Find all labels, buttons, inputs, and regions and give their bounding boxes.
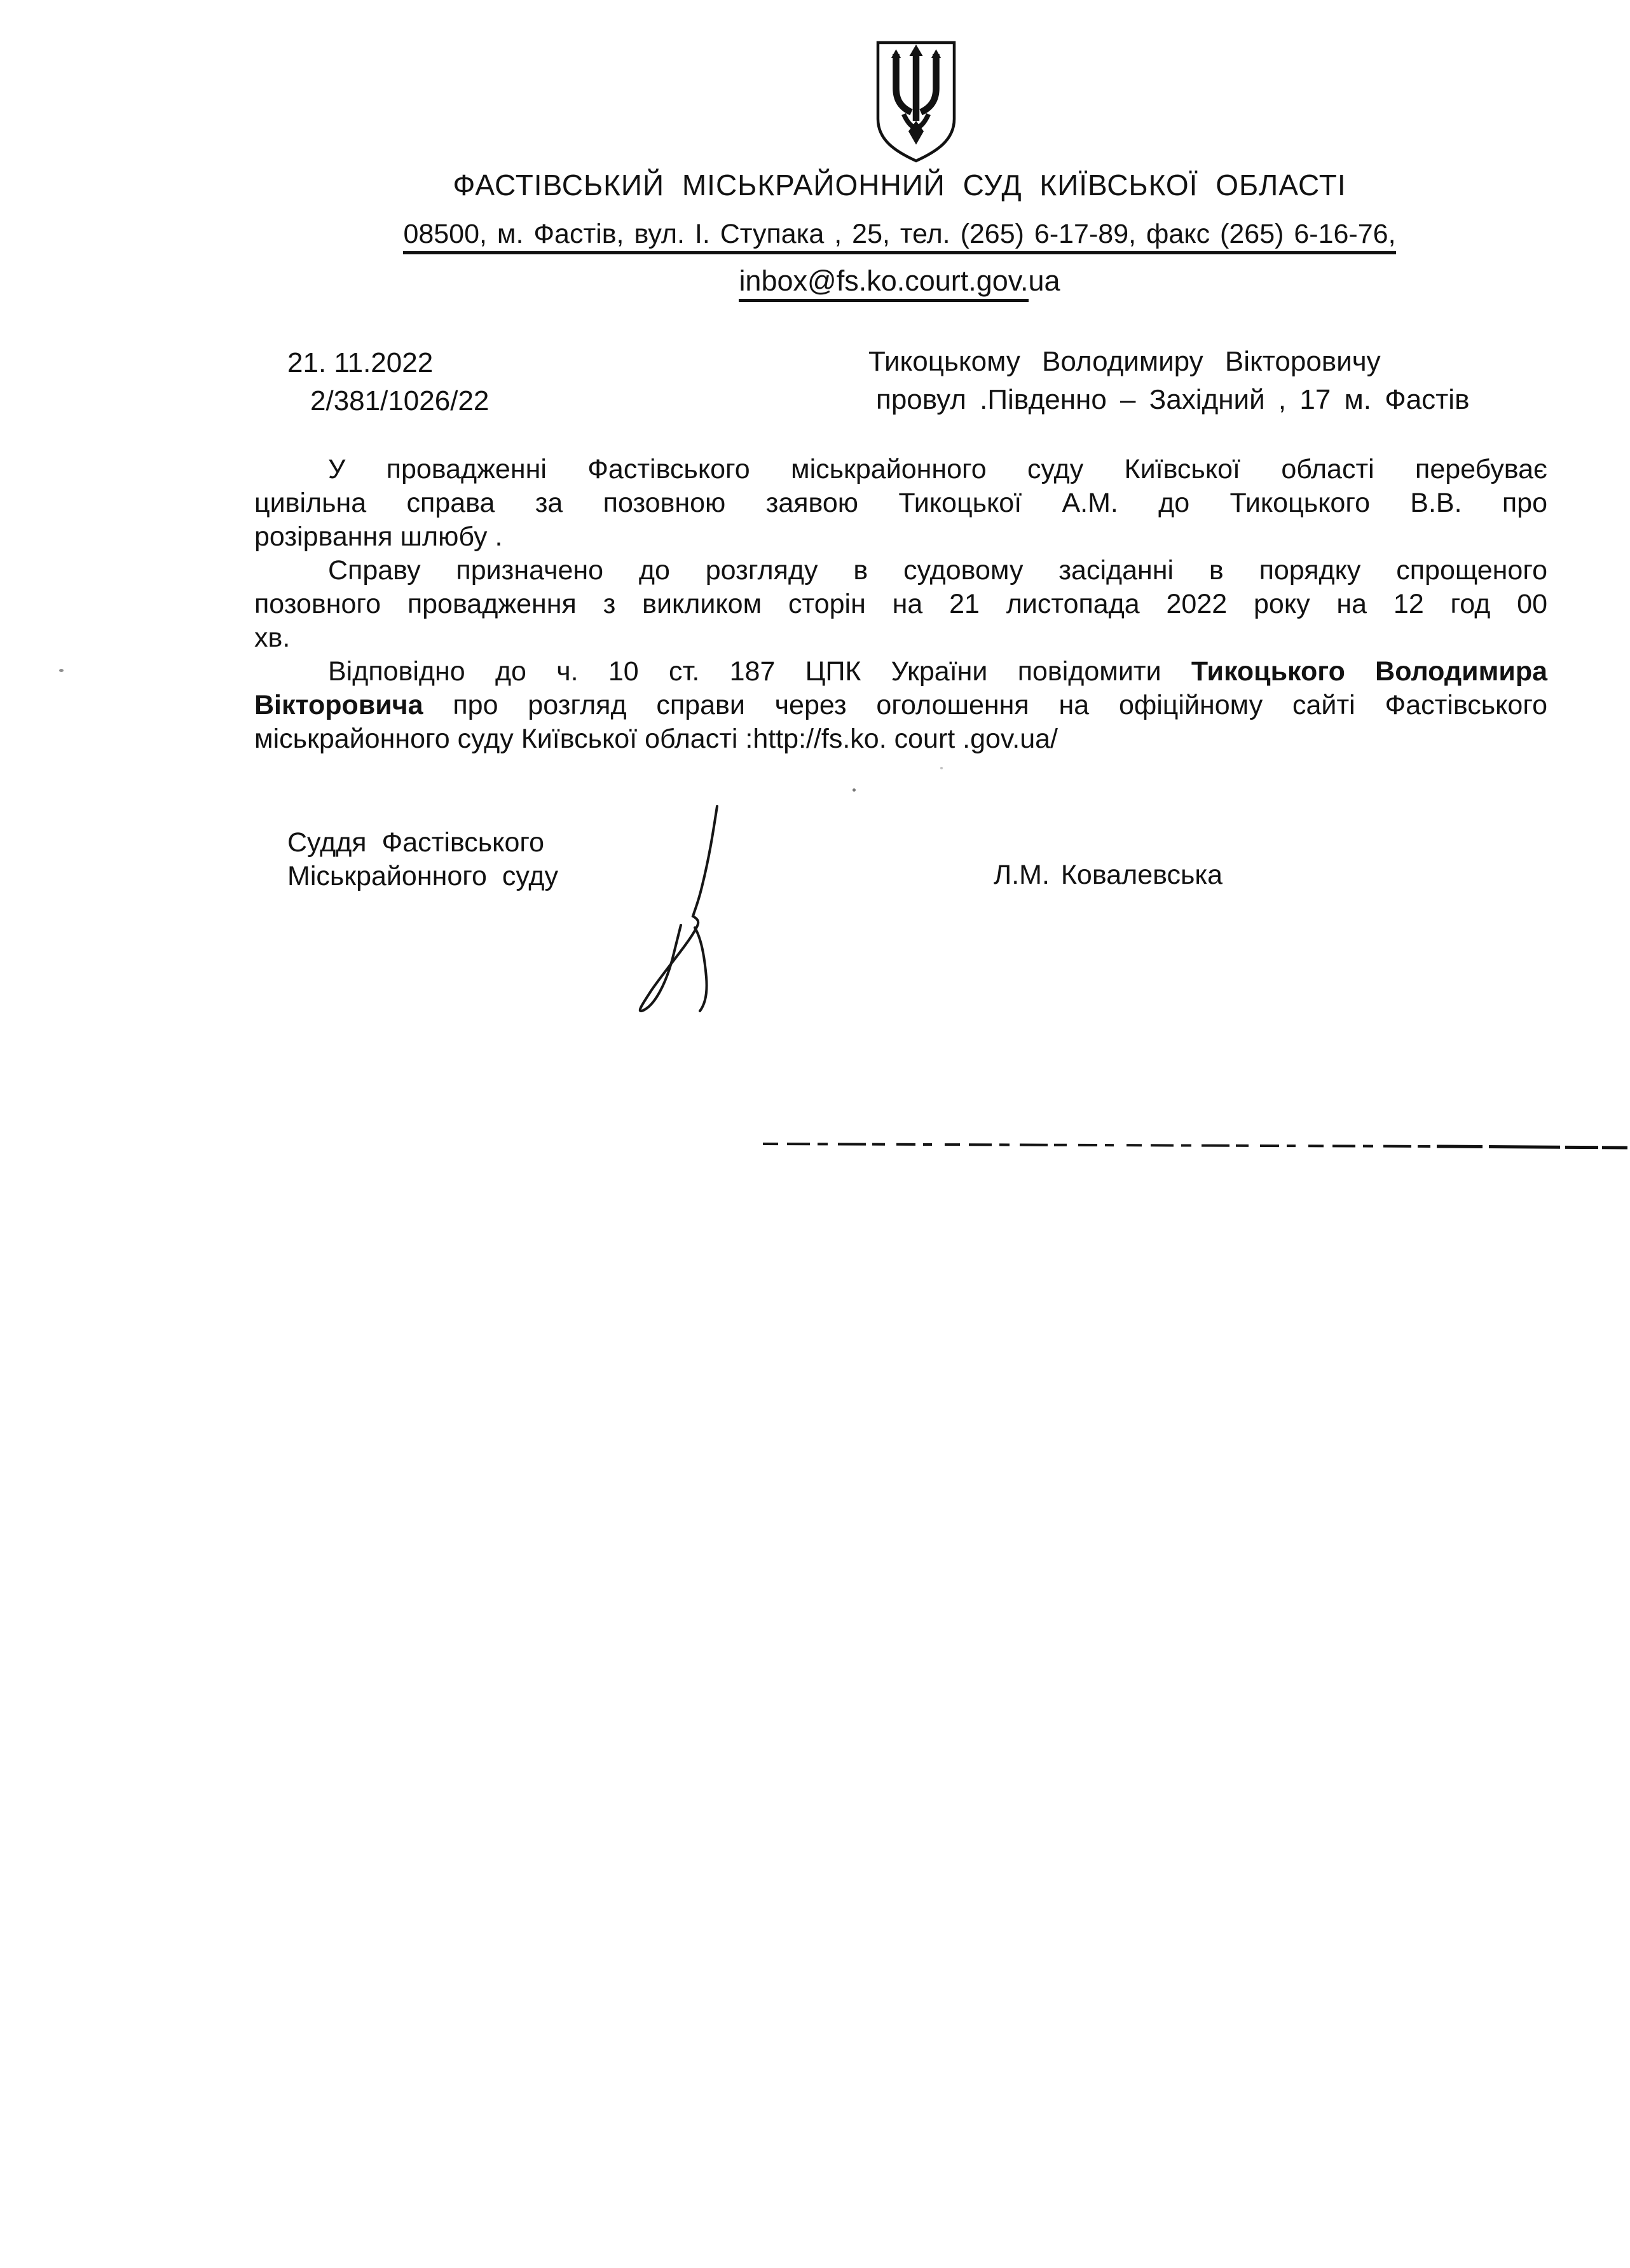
body-text-segment: про розгляд справи через оголошення на офіційному сайті Фастівського xyxy=(423,690,1547,720)
body-line xyxy=(254,588,1547,621)
court-address-line xyxy=(191,219,1608,250)
scan-speck xyxy=(853,788,856,792)
body-line xyxy=(254,453,1547,486)
dashed-separator-line xyxy=(762,1139,1630,1152)
body-line xyxy=(254,621,1547,655)
court-email-tail: ua xyxy=(1028,265,1060,297)
document-date: 21. 11.2022 xyxy=(287,347,434,378)
body-line xyxy=(254,486,1547,520)
body-text-segment: Справу призначено до розгляду в судовому засіданні в порядку спрощеного xyxy=(328,555,1547,586)
judge-role-line2: Міськрайонного суду xyxy=(287,861,559,891)
ukraine-trident-emblem xyxy=(868,38,964,165)
body-line xyxy=(254,722,1547,756)
body-line xyxy=(254,655,1547,689)
addressee-address: провул .Південно – Західний , 17 м. Фастів xyxy=(876,384,1470,415)
body-text-segment: міськрайонного суду Київської області :http://fs.ko. court .gov.ua/ xyxy=(254,724,1058,754)
body-line xyxy=(254,554,1547,588)
body-text-segment: Відповідно до ч. 10 ст. 187 ЦПК України повідомити xyxy=(328,656,1191,687)
judge-role-label xyxy=(287,826,558,893)
case-number: 2/381/1026/22 xyxy=(310,385,490,416)
body-text-bold-segment: Тикоцького Володимира xyxy=(1191,656,1547,687)
body-text-bold-segment: Вікторовича xyxy=(254,690,423,720)
court-address-text: 08500, м. Фастів, вул. І. Ступака , 25, тел. (265) 6-17-89, факс (265) 6-16-76, xyxy=(403,219,1395,254)
body-text-segment: У провадженні Фастівського міськрайонного суду Київської області перебуває xyxy=(328,454,1547,485)
court-name: ФАСТІВСЬКИЙ МІСЬКРАЙОННИЙ СУД КИЇВСЬКОЇ ОБЛАСТІ xyxy=(453,168,1346,202)
body-line xyxy=(254,689,1547,722)
judge-name: Л.М. Ковалевська xyxy=(994,860,1223,890)
judge-role-line1: Суддя Фастівського xyxy=(287,827,545,858)
body-line xyxy=(254,520,1547,554)
scan-speck xyxy=(59,669,64,672)
body-text-segment: позовного провадження з викликом сторін на 21 листопада 2022 року на 12 год 00 xyxy=(254,589,1547,619)
scan-speck xyxy=(940,767,943,769)
body-text-segment: розірвання шлюбу . xyxy=(254,521,503,552)
addressee-name: Тикоцькому Володимиру Вікторовичу xyxy=(868,346,1381,377)
body-text-segment: цивільна справа за позовною заявою Тикоцької А.М. до Тикоцького В.В. про xyxy=(254,488,1547,518)
body-paragraphs xyxy=(254,453,1547,756)
handwritten-signature xyxy=(591,792,782,1021)
body-text-segment: хв. xyxy=(254,622,291,653)
court-email-underlined: inbox@fs.ko.court.gov. xyxy=(739,265,1028,302)
court-email-line xyxy=(191,265,1608,298)
